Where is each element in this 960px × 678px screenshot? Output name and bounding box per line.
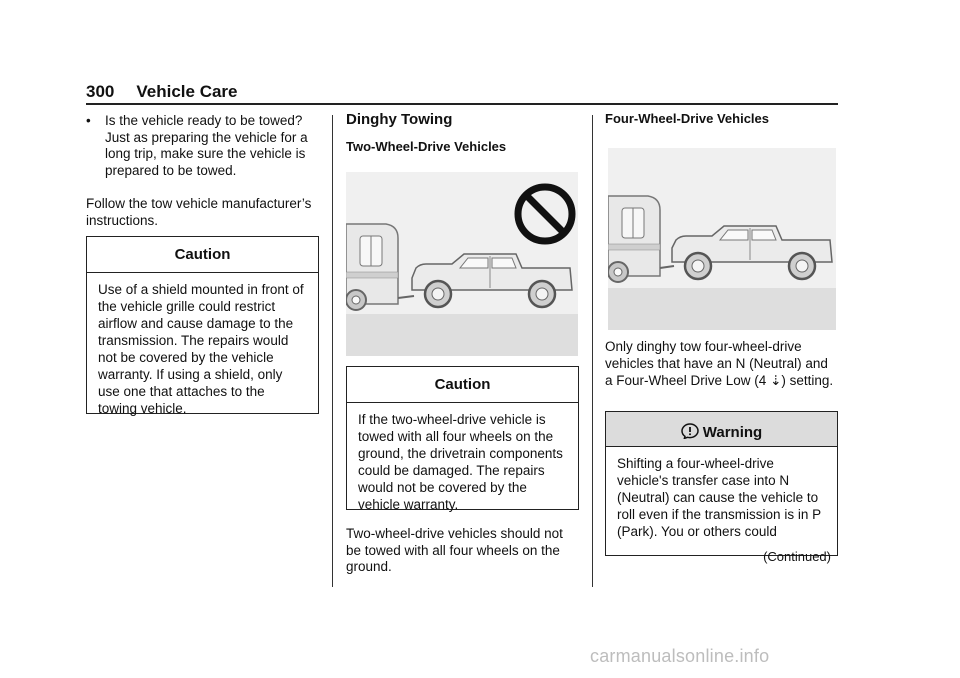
page-header	[86, 82, 238, 102]
instructions-paragraph: Follow the tow vehicle manufacturer’s instructions.	[86, 196, 312, 228]
two-wheel-towing-illustration	[346, 172, 578, 356]
four-wheel-paragraph-text-2: ) setting.	[781, 373, 834, 388]
subheading-two-wheel: Two-Wheel-Drive Vehicles	[346, 139, 507, 154]
motorhome-shape	[346, 224, 398, 310]
caution-title: Caution	[87, 237, 318, 273]
caution-box-shield	[86, 236, 319, 414]
caution-body: Use of a shield mounted in front of the vehicle grille could restrict airflow and cause damage to the transmission. The repairs would not be covered by the vehicle warranty. If using a shield, only use one that attaches to the towing vehicle.	[98, 282, 304, 416]
four-wheel-paragraph-text-1: Only dinghy tow four-wheel-drive vehicles that have an N (Neutral) and a Four-Wheel Drive Low (4	[605, 339, 828, 388]
subheading-four-wheel: Four-Wheel-Drive Vehicles	[605, 111, 769, 126]
continued-label: (Continued)	[763, 549, 831, 564]
four-wheel-towing-illustration	[608, 148, 836, 330]
section-title: Vehicle Care	[136, 82, 238, 101]
column-divider-1	[332, 115, 333, 587]
section-heading: Dinghy Towing	[346, 111, 453, 128]
warning-header	[606, 412, 837, 447]
caution-box-two-wheel	[346, 366, 579, 510]
warning-body: Shifting a four-wheel-drive vehicle's transfer case into N (Neutral) can cause the vehicle to roll even if the transmission is in P (Park). You or others could	[617, 456, 821, 539]
warning-title: Warning	[702, 424, 763, 441]
warning-box	[605, 411, 838, 564]
caution-title: Caution	[347, 367, 578, 403]
four-wheel-low-symbol: ⇣	[770, 373, 782, 388]
bullet-symbol: •	[86, 113, 91, 128]
two-wheel-paragraph: Two-wheel-drive vehicles should not be towed with all four wheels on the ground.	[346, 526, 563, 574]
header-rule	[86, 103, 838, 105]
bullet-text: Is the vehicle ready to be towed? Just as preparing the vehicle for a long trip, make sure the vehicle is prepared to be towed.	[105, 113, 308, 178]
bullet-item	[86, 113, 321, 179]
four-wheel-paragraph	[605, 338, 837, 389]
watermark: carmanualsonline.info	[590, 646, 770, 666]
motorhome-shape	[608, 196, 660, 282]
page-number: 300	[86, 82, 115, 101]
column-divider-2	[592, 115, 593, 587]
caution-body: If the two-wheel-drive vehicle is towed with all four wheels on the ground, the drivetrain components could be damaged. The repairs would not be covered by the vehicle warranty.	[358, 412, 563, 512]
warning-icon	[681, 423, 699, 439]
